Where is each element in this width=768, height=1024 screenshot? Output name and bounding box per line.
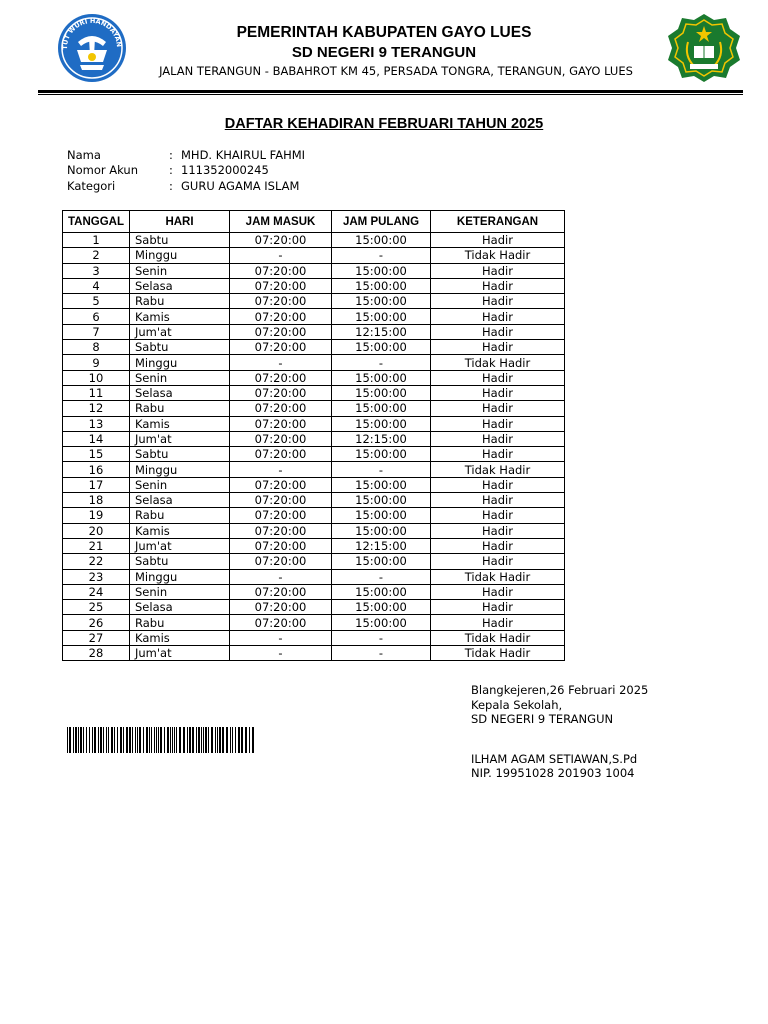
barcode-bar <box>189 727 191 753</box>
barcode-bar <box>160 727 162 753</box>
barcode-bar <box>139 727 141 753</box>
cell-hari: Sabtu <box>130 447 230 462</box>
cell-hari: Minggu <box>130 355 230 370</box>
cell-hari: Kamis <box>130 523 230 538</box>
info-colon: : <box>169 148 173 162</box>
cell-tanggal: 20 <box>63 523 130 538</box>
cell-jam-masuk: 07:20:00 <box>230 554 332 569</box>
cell-hari: Minggu <box>130 462 230 477</box>
cell-jam-masuk: 07:20:00 <box>230 309 332 324</box>
barcode-bar <box>129 727 131 753</box>
table-row <box>63 309 565 324</box>
table-row <box>63 462 565 477</box>
cell-hari: Minggu <box>130 248 230 263</box>
cell-tanggal: 27 <box>63 630 130 645</box>
cell-jam-masuk: 07:20:00 <box>230 401 332 416</box>
cell-jam-pulang: 15:00:00 <box>332 508 431 523</box>
cell-jam-pulang: - <box>332 646 431 661</box>
table-row <box>63 493 565 508</box>
cell-hari: Jum'at <box>130 646 230 661</box>
cell-tanggal: 1 <box>63 233 130 248</box>
cell-hari: Jum'at <box>130 538 230 553</box>
barcode-bar <box>183 727 185 753</box>
info-value: MHD. KHAIRUL FAHMI <box>181 148 306 162</box>
cell-keterangan: Hadir <box>431 508 565 523</box>
cell-keterangan: Hadir <box>431 233 565 248</box>
letterhead-rule-thick <box>38 90 743 93</box>
barcode-bar <box>219 727 221 753</box>
info-label: Nomor Akun <box>67 163 139 177</box>
cell-hari: Sabtu <box>130 233 230 248</box>
signature-nip: NIP. 19951028 201903 1004 <box>471 766 635 780</box>
barcode-bar <box>67 727 68 753</box>
cell-keterangan: Hadir <box>431 324 565 339</box>
cell-jam-pulang: - <box>332 248 431 263</box>
cell-hari: Senin <box>130 370 230 385</box>
barcode-bar <box>120 727 122 753</box>
barcode-bar <box>208 727 209 753</box>
cell-keterangan: Tidak Hadir <box>431 462 565 477</box>
barcode-bar <box>241 727 243 753</box>
barcode-bar <box>170 727 171 753</box>
cell-tanggal: 17 <box>63 477 130 492</box>
cell-jam-pulang: 15:00:00 <box>332 385 431 400</box>
cell-jam-pulang: 15:00:00 <box>332 447 431 462</box>
barcode-bar <box>108 727 109 753</box>
cell-jam-masuk: 07:20:00 <box>230 278 332 293</box>
barcode-bar <box>176 727 177 753</box>
barcode-bar <box>132 727 133 753</box>
cell-jam-pulang: 15:00:00 <box>332 615 431 630</box>
cell-jam-pulang: 12:15:00 <box>332 538 431 553</box>
cell-keterangan: Tidak Hadir <box>431 569 565 584</box>
table-row <box>63 554 565 569</box>
table-row <box>63 584 565 599</box>
signature-name: ILHAM AGAM SETIAWAN,S.Pd <box>471 752 638 766</box>
table-row <box>63 523 565 538</box>
cell-keterangan: Hadir <box>431 385 565 400</box>
barcode-bar <box>203 727 204 753</box>
cell-jam-masuk: 07:20:00 <box>230 431 332 446</box>
cell-keterangan: Hadir <box>431 431 565 446</box>
barcode-bar <box>126 727 128 753</box>
barcode-bar <box>114 727 115 753</box>
cell-jam-masuk: 07:20:00 <box>230 233 332 248</box>
table-row <box>63 355 565 370</box>
cell-hari: Senin <box>130 263 230 278</box>
cell-tanggal: 3 <box>63 263 130 278</box>
table-row <box>63 385 565 400</box>
cell-hari: Jum'at <box>130 324 230 339</box>
signature-place-date: Blangkejeren,26 Februari 2025 <box>471 683 649 697</box>
cell-jam-pulang: 15:00:00 <box>332 554 431 569</box>
cell-jam-pulang: 15:00:00 <box>332 263 431 278</box>
info-label: Nama <box>67 148 101 162</box>
document-title: DAFTAR KEHADIRAN FEBRUARI TAHUN 2025 <box>224 116 544 132</box>
column-header-keterangan: KETERANGAN <box>431 211 565 233</box>
cell-tanggal: 11 <box>63 385 130 400</box>
barcode-bar <box>80 727 82 753</box>
column-header-jam-pulang: JAM PULANG <box>332 211 431 233</box>
info-colon: : <box>169 179 173 193</box>
cell-hari: Rabu <box>130 401 230 416</box>
cell-hari: Selasa <box>130 385 230 400</box>
barcode-bar <box>143 727 144 753</box>
column-header-tanggal: TANGGAL <box>63 211 130 233</box>
cell-tanggal: 15 <box>63 447 130 462</box>
cell-jam-masuk: - <box>230 630 332 645</box>
cell-keterangan: Tidak Hadir <box>431 646 565 661</box>
cell-jam-pulang: 12:15:00 <box>332 431 431 446</box>
table-row <box>63 340 565 355</box>
cell-jam-masuk: 07:20:00 <box>230 324 332 339</box>
cell-tanggal: 24 <box>63 584 130 599</box>
cell-keterangan: Hadir <box>431 615 565 630</box>
table-row <box>63 233 565 248</box>
barcode-bar <box>252 727 254 753</box>
cell-jam-masuk: 07:20:00 <box>230 385 332 400</box>
barcode-bar <box>86 727 87 753</box>
table-row <box>63 477 565 492</box>
cell-keterangan: Tidak Hadir <box>431 630 565 645</box>
barcode-bar <box>222 727 224 753</box>
table-row <box>63 278 565 293</box>
cell-tanggal: 5 <box>63 294 130 309</box>
cell-jam-pulang: 15:00:00 <box>332 416 431 431</box>
barcode-bar <box>69 727 71 753</box>
cell-jam-masuk: 07:20:00 <box>230 477 332 492</box>
barcode-bar <box>230 727 231 753</box>
signature-school: SD NEGERI 9 TERANGUN <box>471 712 614 726</box>
cell-tanggal: 26 <box>63 615 130 630</box>
cell-jam-masuk: - <box>230 355 332 370</box>
cell-tanggal: 28 <box>63 646 130 661</box>
barcode-bar <box>94 727 96 753</box>
barcode-bar <box>235 727 236 753</box>
cell-jam-masuk: 07:20:00 <box>230 370 332 385</box>
cell-jam-masuk: 07:20:00 <box>230 416 332 431</box>
cell-jam-pulang: 15:00:00 <box>332 233 431 248</box>
cell-hari: Minggu <box>130 569 230 584</box>
barcode-bar <box>106 727 107 753</box>
barcode-bar <box>217 727 218 753</box>
barcode-bar <box>232 727 233 753</box>
cell-jam-pulang: 15:00:00 <box>332 294 431 309</box>
cell-hari: Kamis <box>130 630 230 645</box>
table-row <box>63 447 565 462</box>
letterhead-address: JALAN TERANGUN - BABAHROT KM 45, PERSADA TONGRA, TERANGUN, GAYO LUES <box>159 64 633 78</box>
barcode-bar <box>164 727 165 753</box>
barcode-bar <box>192 727 194 753</box>
cell-jam-pulang: - <box>332 462 431 477</box>
column-header-hari: HARI <box>130 211 230 233</box>
barcode-bar <box>111 727 113 753</box>
barcode-bar <box>149 727 150 753</box>
barcode-bar <box>83 727 84 753</box>
cell-tanggal: 13 <box>63 416 130 431</box>
cell-jam-masuk: 07:20:00 <box>230 584 332 599</box>
table-row <box>63 569 565 584</box>
table-row <box>63 630 565 645</box>
barcode-bar <box>158 727 159 753</box>
cell-keterangan: Hadir <box>431 538 565 553</box>
barcode-bar <box>179 727 181 753</box>
cell-keterangan: Hadir <box>431 309 565 324</box>
barcode-bar <box>196 727 197 753</box>
cell-hari: Selasa <box>130 493 230 508</box>
cell-hari: Kamis <box>130 416 230 431</box>
cell-keterangan: Hadir <box>431 263 565 278</box>
cell-tanggal: 25 <box>63 600 130 615</box>
attendance-table-body <box>63 233 565 661</box>
info-value: 111352000245 <box>181 163 269 177</box>
column-header-jam-masuk: JAM MASUK <box>230 211 332 233</box>
cell-jam-pulang: 15:00:00 <box>332 477 431 492</box>
barcode-bar <box>249 727 250 753</box>
cell-jam-pulang: - <box>332 630 431 645</box>
cell-hari: Jum'at <box>130 431 230 446</box>
cell-jam-masuk: - <box>230 569 332 584</box>
barcode-bar <box>123 727 124 753</box>
barcode-bar <box>92 727 93 753</box>
barcode-bar <box>154 727 155 753</box>
cell-jam-pulang: 15:00:00 <box>332 278 431 293</box>
cell-jam-pulang: 15:00:00 <box>332 370 431 385</box>
barcode-bar <box>89 727 90 753</box>
table-row <box>63 600 565 615</box>
cell-tanggal: 16 <box>63 462 130 477</box>
cell-jam-masuk: - <box>230 462 332 477</box>
cell-tanggal: 23 <box>63 569 130 584</box>
barcode-bar <box>137 727 138 753</box>
info-colon: : <box>169 163 173 177</box>
signature-position: Kepala Sekolah, <box>471 698 563 712</box>
cell-hari: Sabtu <box>130 554 230 569</box>
cell-keterangan: Hadir <box>431 477 565 492</box>
table-header-row <box>63 211 565 233</box>
cell-jam-pulang: 15:00:00 <box>332 493 431 508</box>
letterhead-school: SD NEGERI 9 TERANGUN <box>291 44 477 61</box>
table-row <box>63 646 565 661</box>
barcode-bar <box>73 727 74 753</box>
barcode-bar <box>151 727 152 753</box>
table-row <box>63 431 565 446</box>
table-row <box>63 263 565 278</box>
cell-jam-masuk: 07:20:00 <box>230 294 332 309</box>
barcode-bar <box>75 727 77 753</box>
cell-tanggal: 6 <box>63 309 130 324</box>
cell-keterangan: Hadir <box>431 493 565 508</box>
cell-keterangan: Tidak Hadir <box>431 355 565 370</box>
cell-keterangan: Hadir <box>431 401 565 416</box>
cell-hari: Sabtu <box>130 340 230 355</box>
barcode-bar <box>146 727 148 753</box>
cell-keterangan: Hadir <box>431 554 565 569</box>
barcode-bar <box>187 727 188 753</box>
cell-keterangan: Hadir <box>431 370 565 385</box>
cell-tanggal: 2 <box>63 248 130 263</box>
cell-tanggal: 22 <box>63 554 130 569</box>
cell-jam-masuk: 07:20:00 <box>230 615 332 630</box>
cell-keterangan: Hadir <box>431 523 565 538</box>
cell-tanggal: 10 <box>63 370 130 385</box>
cell-keterangan: Hadir <box>431 447 565 462</box>
cell-hari: Selasa <box>130 278 230 293</box>
cell-jam-masuk: 07:20:00 <box>230 493 332 508</box>
cell-hari: Senin <box>130 477 230 492</box>
table-row <box>63 324 565 339</box>
cell-jam-masuk: 07:20:00 <box>230 523 332 538</box>
barcode-bar <box>238 727 240 753</box>
table-row <box>63 401 565 416</box>
barcode-bar <box>205 727 207 753</box>
cell-jam-pulang: 15:00:00 <box>332 600 431 615</box>
cell-tanggal: 4 <box>63 278 130 293</box>
cell-jam-pulang: 12:15:00 <box>332 324 431 339</box>
cell-hari: Rabu <box>130 508 230 523</box>
cell-tanggal: 7 <box>63 324 130 339</box>
cell-jam-masuk: 07:20:00 <box>230 447 332 462</box>
barcode-bar <box>172 727 173 753</box>
cell-jam-masuk: 07:20:00 <box>230 263 332 278</box>
cell-jam-masuk: 07:20:00 <box>230 340 332 355</box>
barcode-bar <box>167 727 169 753</box>
table-row <box>63 416 565 431</box>
cell-jam-masuk: - <box>230 646 332 661</box>
cell-keterangan: Tidak Hadir <box>431 248 565 263</box>
cell-jam-pulang: 15:00:00 <box>332 401 431 416</box>
cell-jam-masuk: 07:20:00 <box>230 538 332 553</box>
cell-jam-masuk: 07:20:00 <box>230 508 332 523</box>
cell-hari: Selasa <box>130 600 230 615</box>
cell-hari: Rabu <box>130 615 230 630</box>
table-row <box>63 294 565 309</box>
cell-tanggal: 21 <box>63 538 130 553</box>
cell-hari: Senin <box>130 584 230 599</box>
barcode-bar <box>211 727 213 753</box>
cell-tanggal: 12 <box>63 401 130 416</box>
cell-keterangan: Hadir <box>431 294 565 309</box>
cell-jam-pulang: 15:00:00 <box>332 309 431 324</box>
table-row <box>63 370 565 385</box>
cell-tanggal: 14 <box>63 431 130 446</box>
barcode-bar <box>245 727 247 753</box>
info-label: Kategori <box>67 179 116 193</box>
cell-keterangan: Hadir <box>431 340 565 355</box>
cell-keterangan: Hadir <box>431 416 565 431</box>
barcode-bar <box>156 727 157 753</box>
barcode-bar <box>78 727 79 753</box>
cell-jam-pulang: 15:00:00 <box>332 584 431 599</box>
barcode-bar <box>198 727 200 753</box>
barcode-icon <box>67 727 256 753</box>
cell-tanggal: 8 <box>63 340 130 355</box>
barcode-bar <box>98 727 99 753</box>
table-row <box>63 538 565 553</box>
table-row <box>63 615 565 630</box>
cell-keterangan: Hadir <box>431 584 565 599</box>
cell-keterangan: Hadir <box>431 600 565 615</box>
cell-keterangan: Hadir <box>431 278 565 293</box>
barcode-bar <box>174 727 175 753</box>
barcode-bar <box>100 727 102 753</box>
cell-tanggal: 19 <box>63 508 130 523</box>
barcode-bar <box>226 727 228 753</box>
cell-jam-pulang: - <box>332 569 431 584</box>
cell-jam-pulang: - <box>332 355 431 370</box>
barcode-bar <box>117 727 118 753</box>
barcode-bar <box>201 727 202 753</box>
info-value: GURU AGAMA ISLAM <box>181 179 300 193</box>
barcode-bar <box>215 727 216 753</box>
cell-tanggal: 18 <box>63 493 130 508</box>
cell-jam-masuk: - <box>230 248 332 263</box>
letterhead-government: PEMERINTAH KABUPATEN GAYO LUES <box>236 24 532 41</box>
logo-left-text: TUT WURI HANDAYAN <box>60 16 124 50</box>
cell-hari: Kamis <box>130 309 230 324</box>
cell-jam-masuk: 07:20:00 <box>230 600 332 615</box>
barcode-bar <box>103 727 104 753</box>
attendance-table <box>62 210 565 661</box>
cell-jam-pulang: 15:00:00 <box>332 340 431 355</box>
letterhead-rule-thin <box>38 94 743 95</box>
cell-hari: Rabu <box>130 294 230 309</box>
table-row <box>63 248 565 263</box>
table-row <box>63 508 565 523</box>
cell-tanggal: 9 <box>63 355 130 370</box>
barcode-bar <box>135 727 136 753</box>
cell-jam-pulang: 15:00:00 <box>332 523 431 538</box>
